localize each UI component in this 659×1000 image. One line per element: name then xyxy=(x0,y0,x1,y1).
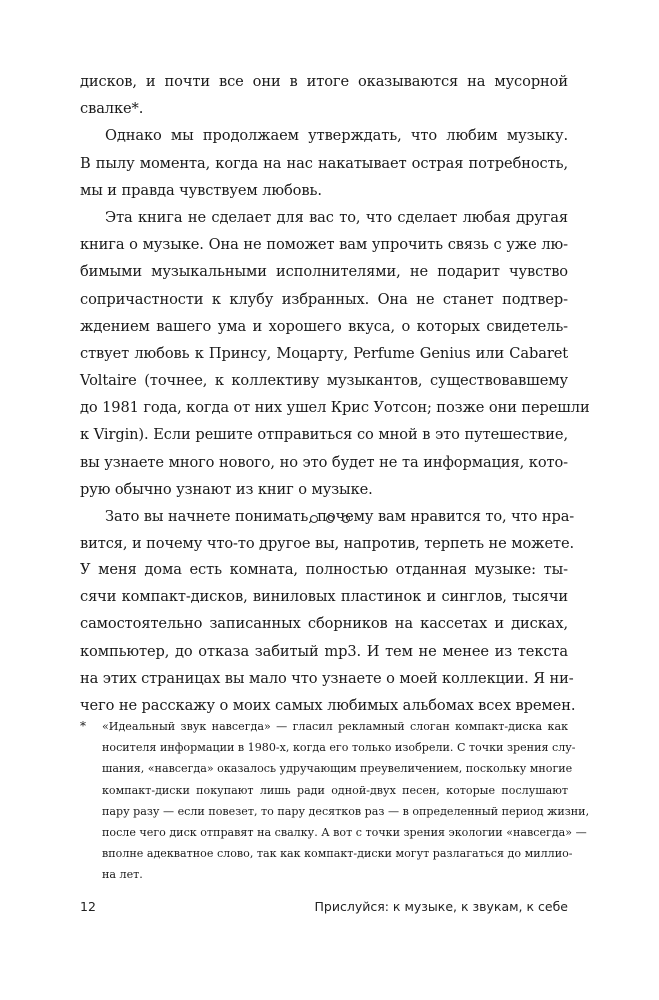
text-line: на этих страницах вы мало что узнаете о моей коллекции. Я ни- xyxy=(80,669,574,687)
text-line: бимыми музыкальными исполнителями, не подарит чувство xyxy=(80,263,568,281)
text-line: ждением вашего ума и хорошего вкуса, о которых свидетель- xyxy=(80,317,568,335)
text-line: самостоятельно записанных сборников на кассетах и дисках, xyxy=(80,615,568,633)
footnote-line: пару разу — если повезет, то пару десятков раз — в определенный период жизни, xyxy=(102,804,590,818)
text-line: мы и правда чувствуем любовь. xyxy=(80,181,322,199)
text-line: вы узнаете много нового, но это будет не та информация, кото- xyxy=(80,453,568,471)
footnote-line: после чего диск отправят на свалку. А вот с точки зрения экологии «навсегда» — xyxy=(102,825,587,839)
text-line: Однако мы продолжаем утверждать, что любим музыку. xyxy=(105,127,568,145)
text-line: Зато вы начнете понимать, почему вам нравится то, что нра- xyxy=(105,508,575,525)
text-line: сопричастности к клубу избранных. Она не станет подтвер- xyxy=(80,290,568,308)
text-line: компьютер, до отказа забитый mp3. И тем не менее из текста xyxy=(80,642,568,660)
text-line: Voltaire (точнее, к коллективу музыкантов, существовавшему xyxy=(80,372,568,390)
main-text-top xyxy=(80,68,590,557)
page-footer xyxy=(80,899,568,919)
text-line: В пылу момента, когда на нас накатывает острая потребность, xyxy=(80,154,568,172)
text-line: свалке*. xyxy=(80,100,144,118)
divider-dot-icon xyxy=(326,515,334,523)
divider-dot-icon xyxy=(342,515,350,523)
text-line: Эта книга не сделает для вас то, что сделает любая другая xyxy=(105,208,568,226)
main-text-bottom xyxy=(80,556,576,719)
text-line: книга о музыке. Она не поможет вам упрочить связь с уже лю- xyxy=(80,236,568,254)
footnote-line: на лет. xyxy=(102,868,143,882)
divider-dot-icon xyxy=(310,515,318,523)
text-line: ствует любовь к Принсу, Моцарту, Perfume Genius или Cabaret xyxy=(80,344,568,362)
text-line: до 1981 года, когда от них ушел Крис Уотсон; позже они перешли xyxy=(80,399,590,417)
section-divider xyxy=(0,512,659,527)
text-line: к Virgin). Если решите отправиться со мной в это путешествие, xyxy=(80,426,568,444)
running-title: Прислуйся: к музыке, к звукам, к себе xyxy=(314,899,568,914)
footnote xyxy=(80,716,590,886)
footnote-mark: * xyxy=(80,719,86,733)
text-line: рую обычно узнают из книг о музыке. xyxy=(80,480,373,498)
text-line: У меня дома есть комната, полностью отданная музыке: ты- xyxy=(80,561,568,578)
footnote-line: «Идеальный звук навсегда» — гласил рекламный слоган компакт-диска как xyxy=(102,720,568,733)
footnote-line: носителя информации в 1980-х, когда его только изобрели. С точки зрения слу- xyxy=(102,741,576,755)
page-number: 12 xyxy=(80,899,96,914)
text-line: сячи компакт-дисков, виниловых пластинок и синглов, тысячи xyxy=(80,588,568,606)
text-line: чего не расскажу о моих самых любимых альбомах всех времен. xyxy=(80,696,576,714)
footnote-line: шания, «навсегда» оказалось удручающим преувеличением, поскольку многие xyxy=(102,762,573,776)
text-line: вится, и почему что-то другое вы, напротив, терпеть не можете. xyxy=(80,535,575,553)
footnote-line: компакт-диски покупают лишь ради одной-двух песен, которые послушают xyxy=(102,783,568,797)
text-line: дисков, и почти все они в итоге оказываются на мусорной xyxy=(80,73,568,90)
footnote-line: вполне адекватное слово, так как компакт-диски могут разлагаться до миллио- xyxy=(102,847,573,861)
